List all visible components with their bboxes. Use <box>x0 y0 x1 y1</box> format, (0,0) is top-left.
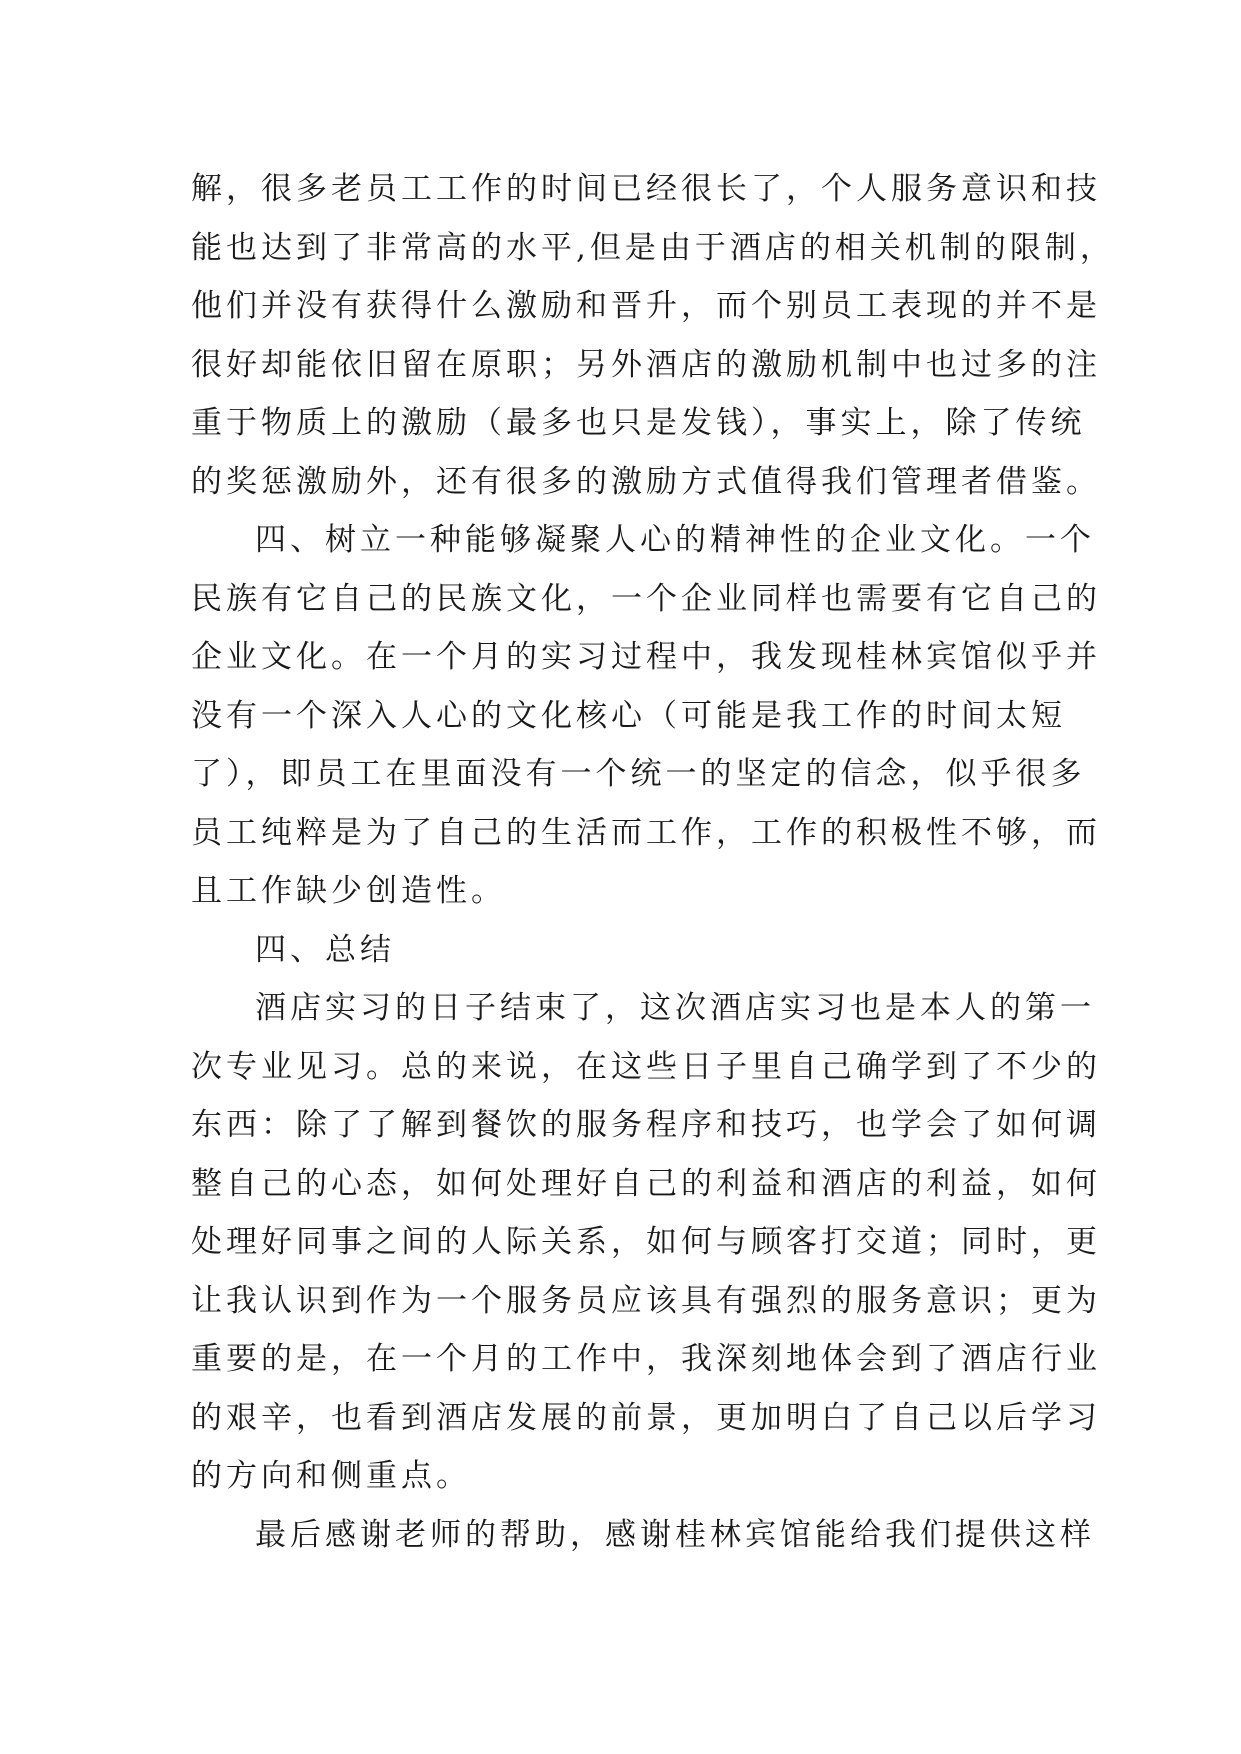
text-line: 能也达到了非常高的水平,但是由于酒店的相关机制的限制， <box>191 229 1115 266</box>
text-line: 没有一个深入人心的文化核心（可能是我工作的时间太短 <box>191 697 1066 734</box>
text-line: 东西：除了了解到餐饮的服务程序和技巧，也学会了如何调 <box>191 1107 1101 1143</box>
text-line: 重要的是，在一个月的工作中，我深刻地体会到了酒店行业 <box>191 1341 1101 1377</box>
text-line: 民族有它自己的民族文化，一个企业同样也需要有它自己的 <box>191 580 1101 617</box>
text-line: 员工纯粹是为了自己的生活而工作，工作的积极性不够，而 <box>191 814 1101 851</box>
paragraph-start-line: 四、树立一种能够凝聚人心的精神性的企业文化。一个 <box>255 522 1095 558</box>
text-line: 次专业见习。总的来说，在这些日子里自己确学到了不少的 <box>191 1048 1101 1085</box>
text-line: 的奖惩激励外，还有很多的激励方式值得我们管理者借鉴。 <box>191 463 1101 500</box>
text-line: 的方向和侧重点。 <box>191 1458 471 1494</box>
text-line: 且工作缺少创造性。 <box>191 873 506 909</box>
paragraph-start-line: 酒店实习的日子结束了，这次酒店实习也是本人的第一 <box>255 990 1095 1026</box>
text-line: 重于物质上的激励（最多也只是发钱），事实上，除了传统 <box>191 405 1086 441</box>
text-line: 整自己的心态，如何处理好自己的利益和酒店的利益，如何 <box>191 1165 1101 1202</box>
text-line: 让我认识到作为一个服务员应该具有强烈的服务意识；更为 <box>191 1282 1101 1319</box>
text-line: 的艰辛，也看到酒店发展的前景，更加明白了自己以后学习 <box>191 1399 1101 1436</box>
text-line: 解，很多老员工工作的时间已经很长了，个人服务意识和技 <box>191 171 1101 207</box>
text-line: 了），即员工在里面没有一个统一的坚定的信念，似乎很多 <box>191 756 1086 792</box>
body-text <box>191 160 1115 1564</box>
text-line: 他们并没有获得什么激励和晋升，而个别员工表现的并不是 <box>191 288 1101 324</box>
paragraph-start-line: 最后感谢老师的帮助，感谢桂林宾馆能给我们提供这样 <box>255 1516 1095 1553</box>
text-line: 处理好同事之间的人际关系，如何与顾客打交道；同时，更 <box>191 1224 1101 1260</box>
section-heading: 四、总结 <box>255 931 395 968</box>
text-line: 很好却能依旧留在原职；另外酒店的激励机制中也过多的注 <box>191 346 1101 383</box>
text-line: 企业文化。在一个月的实习过程中，我发现桂林宾馆似乎并 <box>191 639 1101 675</box>
